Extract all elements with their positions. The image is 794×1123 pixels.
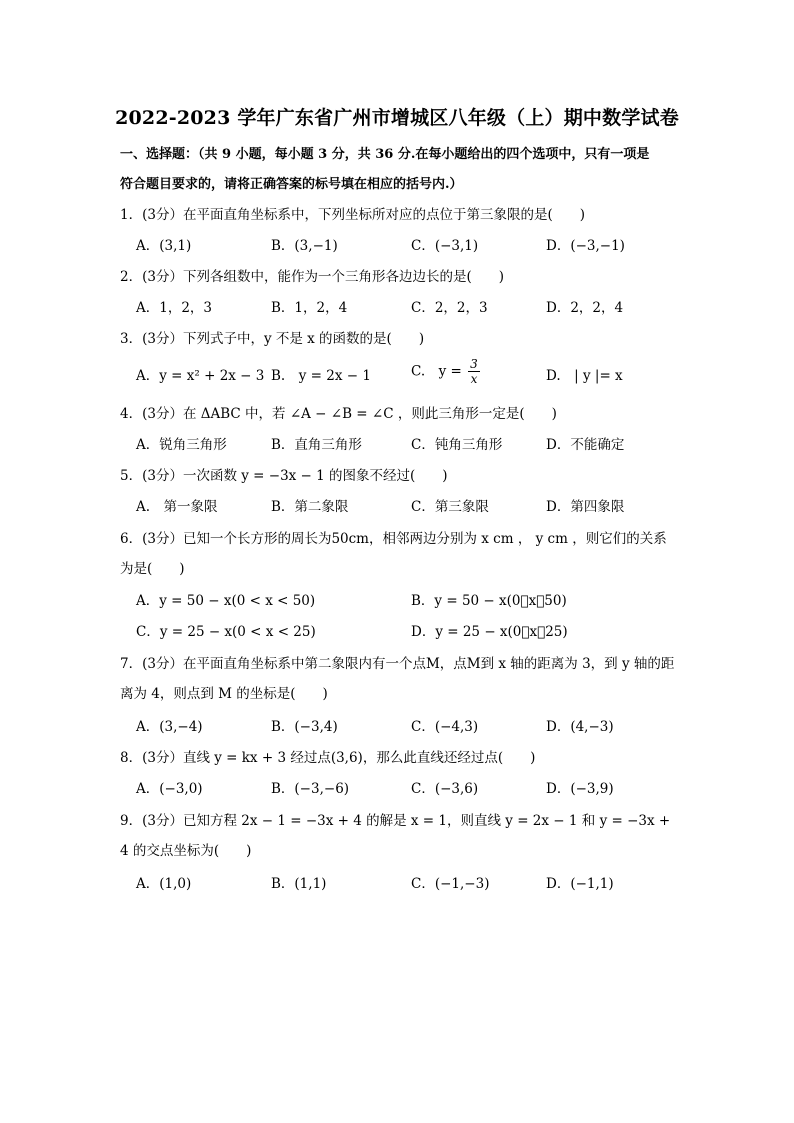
option-a: A．(3,1): [136, 238, 192, 254]
question-3-options: [136, 357, 696, 386]
question-6-stem: 6．(3分）已知一个长方形的周长为50cm，相邻两边分别为 x cm ， y cm ，则它们的关系为是( ): [120, 531, 667, 577]
option-c: C．2，2，3: [411, 300, 488, 316]
option-b: B．直角三角形: [271, 437, 362, 453]
section-line-2: 符合题目要求的，请将正确答案的标号填在相应的括号内.）: [120, 177, 463, 192]
option-a: A．1，2，3: [136, 300, 213, 316]
fraction-numerator: 3: [470, 357, 478, 371]
section-line-1: 一、选择题：（共 9 小题，每小题 3 分，共 36 分.在每小题给出的四个选项中，只有一项是: [120, 147, 650, 162]
question-1-stem: 1．(3分）在平面直角坐标系中，下列坐标所对应的点位于第三象限的是( ): [120, 207, 585, 223]
question-6-options-row-1: [136, 591, 696, 611]
question-2-stem: 2．(3分）下列各组数中，能作为一个三角形各边边长的是( ): [120, 269, 504, 285]
option-b: B．y = 50 − x(0􀀀x􀀀50): [411, 593, 567, 609]
option-b: B．(1,1): [271, 876, 327, 892]
option-c: [411, 357, 482, 386]
option-a: A．y = 50 − x(0 < x < 50): [136, 593, 316, 609]
option-a: A．(3,−4): [136, 719, 203, 735]
exam-title: 2022-2023 学年广东省广州市增城区八年级（上）期中数学试卷: [115, 107, 679, 129]
fraction: [468, 357, 480, 386]
option-d: D．y = 25 − x(0􀀀x􀀀25): [411, 624, 568, 640]
section-instructions: [120, 140, 680, 200]
option-a: A．锐角三角形: [136, 437, 227, 453]
option-c: C．y = 25 − x(0 < x < 25): [136, 624, 316, 640]
fraction-denominator: x: [470, 372, 478, 386]
question-9-stem: 9．(3分）已知方程 2x − 1 = −3x + 4 的解是 x = 1，则直线 y = 2x − 1 和 y = −3x + 4 的交点坐标为( ): [120, 813, 671, 859]
option-b: B．(3,−1): [271, 238, 338, 254]
question-6-options-row-2: [136, 622, 696, 642]
question-4-stem: 4．(3分）在 ΔABC 中，若 ∠A − ∠B = ∠C ，则此三角形一定是( ): [120, 406, 557, 422]
question-1-options: [136, 236, 696, 256]
option-c-label: C. y =: [411, 363, 462, 380]
option-a: A. 第一象限: [136, 499, 218, 515]
option-c: C．第三象限: [411, 499, 489, 515]
option-d: D．(−1,1): [546, 876, 614, 892]
question-5-stem: 5．(3分）一次函数 y = −3x − 1 的图象不经过( ): [120, 468, 448, 484]
option-b: B．第二象限: [271, 499, 349, 515]
option-c: C．(−3,6): [411, 781, 479, 797]
question-2-options: [136, 298, 696, 318]
option-d: D. | y |= x: [546, 368, 623, 384]
question-8-stem: 8．(3分）直线 y = kx + 3 经过点(3,6)，那么此直线还经过点( ): [120, 750, 536, 766]
option-d: D．(−3,9): [546, 781, 614, 797]
option-b: B．(−3,4): [271, 719, 338, 735]
question-7-options: [136, 717, 696, 737]
option-b: B．1，2，4: [271, 300, 348, 316]
question-3-stem: 3．(3分）下列式子中，y 不是 x 的函数的是( ): [120, 331, 425, 347]
option-a: A．(1,0): [136, 876, 192, 892]
option-a: A．(−3,0): [136, 781, 203, 797]
option-a: A．y = x² + 2x − 3: [136, 368, 265, 384]
option-b: B. y = 2x − 1: [271, 368, 371, 384]
option-c: C．(−4,3): [411, 719, 479, 735]
question-9-options: [136, 874, 696, 894]
option-c: C．钝角三角形: [411, 437, 503, 453]
question-4-options: [136, 435, 696, 455]
question-7-stem: 7．(3分）在平面直角坐标系中第二象限内有一个点M，点M到 x 轴的距离为 3，到 y 轴的距离为 4，则点到 M 的坐标是( ): [120, 656, 675, 702]
option-d: D．第四象限: [546, 499, 625, 515]
option-d: D．(−3,−1): [546, 238, 625, 254]
option-c: C．(−1,−3): [411, 876, 490, 892]
question-5-options: [136, 497, 696, 517]
option-c: C．(−3,1): [411, 238, 479, 254]
option-b: B．(−3,−6): [271, 781, 350, 797]
option-d: D．不能确定: [546, 437, 625, 453]
question-8-options: [136, 779, 696, 799]
option-d: D．(4,−3): [546, 719, 614, 735]
option-d: D．2，2，4: [546, 300, 624, 316]
